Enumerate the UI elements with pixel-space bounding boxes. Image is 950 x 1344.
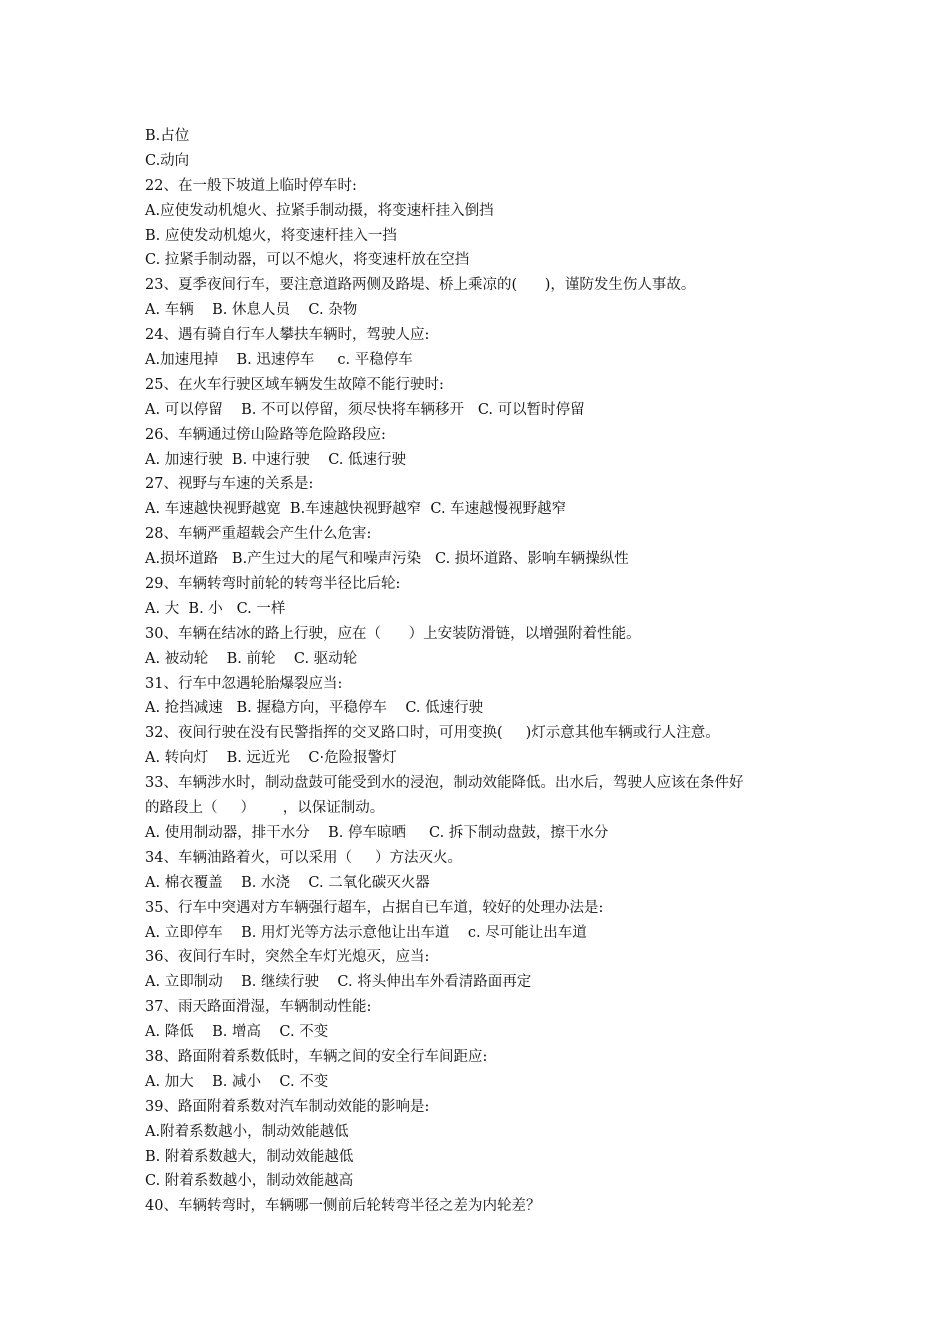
question-line: 的路段上（ ） ，以保证制动。 [145, 800, 385, 817]
question-line: 30、车辆在结冰的路上行驶，应在（ ）上安装防滑链，以增强附着性能。 [145, 625, 641, 642]
text-line: C.动向 [145, 152, 190, 169]
question-line: 26、车辆通过傍山险路等危险路段应: [145, 426, 386, 443]
answer-option-line: B. 应使发动机熄火，将变速杆挂入一挡 [145, 227, 397, 244]
answer-option-line: A. 加速行驶 B. 中速行驶 C. 低速行驶 [145, 451, 407, 468]
question-line: 28、车辆严重超载会产生什么危害: [145, 526, 372, 543]
question-line: 22、在一般下坡道上临时停车时: [145, 177, 357, 194]
answer-option-line: A. 车辆 B. 休息人员 C. 杂物 [145, 302, 358, 319]
answer-option-line: A. 被动轮 B. 前轮 C. 驱动轮 [145, 650, 358, 667]
answer-option-line: C. 附着系数越小，制动效能越高 [145, 1173, 354, 1190]
answer-option-line: A. 转向灯 B. 远近光 C·危险报警灯 [145, 750, 397, 767]
answer-option-line: A. 可以停留 B. 不可以停留，须尽快将车辆移开 C. 可以暂时停留 [145, 401, 585, 418]
answer-option-line: A. 降低 B. 增高 C. 不变 [145, 1024, 329, 1041]
question-line: 24、遇有骑自行车人攀扶车辆时，驾驶人应: [145, 327, 430, 344]
question-line: 29、车辆转弯时前轮的转弯半径比后轮: [145, 576, 401, 593]
question-line: 33、车辆涉水时，制动盘鼓可能受到水的浸泡，制动效能降低。出水后，驾驶人应该在条件好 [145, 775, 744, 792]
document-body [145, 124, 815, 1219]
answer-option-line: A. 立即停车 B. 用灯光等方法示意他让出车道 c. 尽可能让出车道 [145, 924, 587, 941]
answer-option-line: A. 棉衣覆盖 B. 水浇 C. 二氧化碳灭火器 [145, 874, 430, 891]
question-line: 39、路面附着系数对汽车制动效能的影响是: [145, 1098, 430, 1115]
answer-option-line: B. 附着系数越大，制动效能越低 [145, 1148, 354, 1165]
question-line: 34、车辆油路着火，可以采用（ ）方法灭火。 [145, 849, 462, 866]
answer-option-line: A. 立即制动 B. 继续行驶 C. 将头伸出车外看清路面再定 [145, 974, 532, 991]
answer-option-line: A. 抢挡减速 B. 握稳方向，平稳停车 C. 低速行驶 [145, 700, 484, 717]
answer-option-line: A. 加大 B. 减小 C. 不变 [145, 1073, 329, 1090]
question-line: 40、车辆转弯时，车辆哪一侧前后轮转弯半径之差为内轮差？ [145, 1198, 541, 1215]
question-line: 27、视野与车速的关系是: [145, 476, 314, 493]
question-line: 31、行车中忽遇轮胎爆裂应当: [145, 675, 343, 692]
text-line: B.占位 [145, 128, 190, 144]
question-line: 37、雨天路面滑湿，车辆制动性能: [145, 999, 372, 1016]
answer-option-line: A.应使发动机熄火、拉紧手制动摄，将变速杆挂入倒挡 [145, 202, 494, 219]
question-line: 25、在火车行驶区域车辆发生故障不能行驶时: [145, 376, 444, 393]
question-line: 38、路面附着系数低时，车辆之间的安全行车间距应: [145, 1048, 488, 1065]
answer-option-line: A. 使用制动器，排干水分 B. 停车晾晒 C. 拆下制动盘鼓，擦干水分 [145, 824, 609, 841]
question-line: 35、行车中突遇对方车辆强行超车，占据自已车道，较好的处理办法是: [145, 899, 604, 916]
answer-option-line: A.加速甩掉 B. 迅速停车 c. 平稳停车 [145, 352, 413, 369]
answer-option-line: A. 车速越快视野越宽 B.车速越快视野越窄 C. 车速越慢视野越窄 [145, 501, 567, 518]
answer-option-line: C. 拉紧手制动器，可以不熄火，将变速杆放在空挡 [145, 252, 470, 269]
question-line: 36、夜间行车时，突然全车灯光熄灭，应当: [145, 949, 430, 966]
answer-option-line: A.附着系数越小，制动效能越低 [145, 1123, 349, 1140]
answer-option-line: A. 大 B. 小 C. 一样 [145, 600, 286, 617]
answer-option-line: A.损坏道路 B.产生过大的尾气和噪声污染 C. 损坏道路、影响车辆操纵性 [145, 551, 629, 568]
question-line: 23、夏季夜间行车，要注意道路两侧及路堤、桥上乘凉的( )，谨防发生伤人事故。 [145, 277, 696, 294]
question-line: 32、夜间行驶在没有民警指挥的交叉路口时，可用变换( )灯示意其他车辆或行人注意。 [145, 725, 720, 742]
